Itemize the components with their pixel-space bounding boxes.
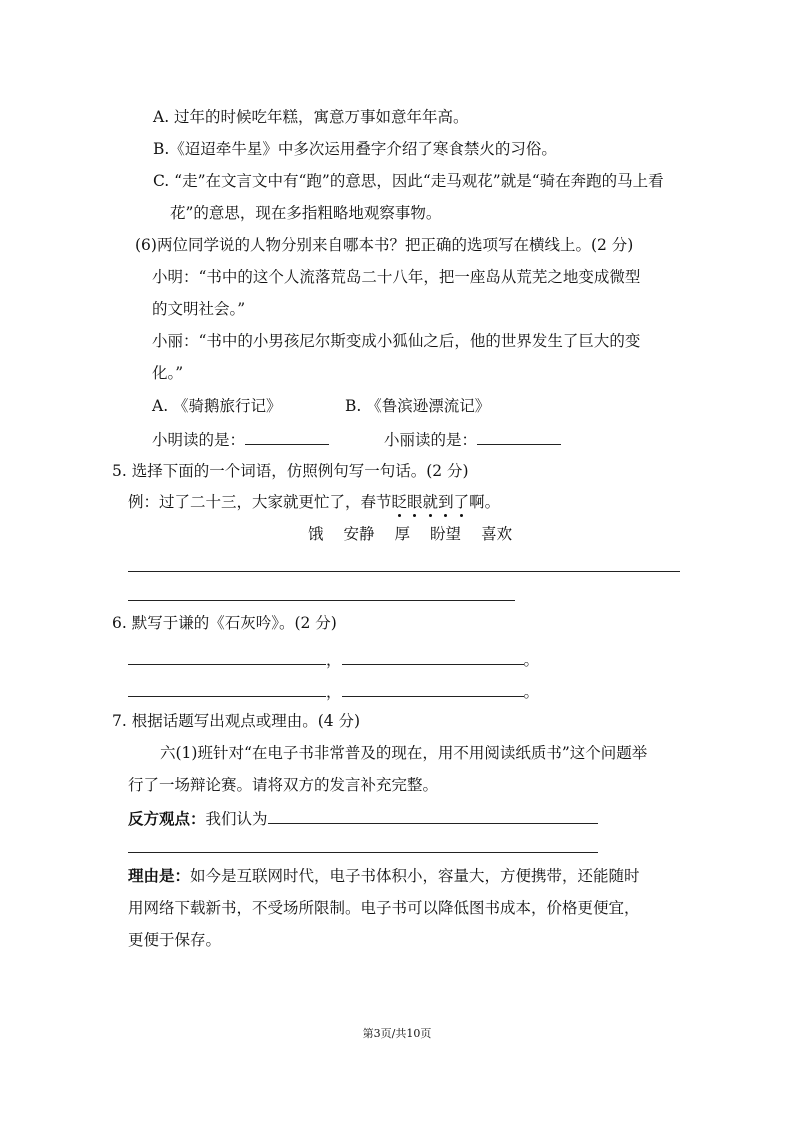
xiaoli-answer	[384, 428, 561, 450]
option-c-text-line2: 花”的意思，现在多指粗略地观察事物。	[170, 204, 442, 222]
option-c-text-line1: C. “走”在文言文中有“跑”的意思，因此“走马观花”就是“骑在奔跑的马上看	[153, 172, 664, 190]
q5-example	[128, 492, 500, 512]
period: 。	[523, 683, 540, 701]
dotted-char: 了	[453, 493, 470, 511]
opposing-view-blank[interactable]	[268, 807, 598, 824]
reason-line3: 更便于保存。	[128, 931, 222, 949]
opposing-text: 我们认为	[205, 810, 268, 828]
dotted-char: 眨	[391, 493, 408, 511]
xiaoming-quote-line1: 小明：“书中的这个人流落荒岛二十八年，把一座岛从荒芜之地变成微型	[152, 268, 641, 286]
poem-blank[interactable]	[128, 680, 326, 697]
xiaoming-answer-label: 小明读的是：	[152, 431, 246, 449]
reason-line2: 用网络下载新书，不受场所限制。电子书可以降低图书成本，价格更便宜，	[128, 899, 640, 917]
xiaoming-quote-line2: 的文明社会。”	[152, 300, 246, 318]
poem-line-row-2	[128, 680, 539, 702]
q7-stem: 7. 根据话题写出观点或理由。(4 分)	[112, 712, 361, 730]
xiaoming-answer-blank[interactable]	[245, 428, 329, 445]
q5-stem: 5. 选择下面的一个词语，仿照例句写一句话。(2 分)	[112, 462, 469, 480]
book-option-a: A. 《骑鹅旅行记》	[152, 397, 282, 415]
comma: ，	[326, 651, 342, 669]
comma: ，	[326, 683, 342, 701]
book-option-b: B. 《鲁滨逊漂流记》	[345, 397, 491, 415]
dotted-char: 眼	[407, 493, 423, 511]
word-item: 饿	[308, 525, 324, 543]
xiaoli-answer-label: 小丽读的是：	[384, 431, 478, 449]
word-bank	[308, 524, 532, 544]
option-a-text: A. 过年的时候吃年糕，寓意万事如意年年高。	[153, 108, 469, 126]
reason-text-1: 如今是互联网时代，电子书体积小，容量大，方便携带，还能随时	[190, 867, 640, 885]
xiaoli-quote-line1: 小丽：“书中的小男孩尼尔斯变成小狐仙之后，他的世界发生了巨大的变	[152, 332, 641, 350]
opposing-view-line-2[interactable]	[128, 852, 598, 853]
option-b-text: B.《迢迢牵牛星》中多次运用叠字介绍了寒食禁火的习俗。	[153, 140, 557, 158]
example-text-post: 啊。	[469, 493, 501, 511]
poem-blank[interactable]	[128, 648, 326, 665]
page-number: 第3页/共10页	[362, 1027, 432, 1040]
period: 。	[523, 651, 540, 669]
q7-intro-line1: 六(1)班针对“在电子书非常普及的现在，用不用阅读纸质书”这个问题举	[160, 744, 648, 762]
q5-answer-line-1[interactable]	[128, 571, 680, 572]
xiaoming-answer	[152, 428, 329, 450]
dotted-char: 就	[422, 493, 439, 511]
word-item: 喜欢	[481, 525, 513, 543]
dotted-char: 到	[438, 493, 454, 511]
q6-stem: 6. 默写于谦的《石灰吟》。(2 分)	[112, 614, 337, 632]
opposing-label: 反方观点：	[128, 809, 206, 828]
word-item: 厚	[394, 525, 411, 543]
q4-6-stem: (6)两位同学说的人物分别来自哪本书？把正确的选项写在横线上。(2 分)	[135, 236, 634, 254]
q7-intro-line2: 行了一场辩论赛。请将双方的发言补充完整。	[128, 776, 439, 794]
word-item: 安静	[343, 525, 375, 543]
q5-answer-line-2[interactable]	[128, 600, 515, 601]
xiaoli-quote-line2: 化。”	[152, 364, 184, 382]
xiaoli-answer-blank[interactable]	[477, 428, 561, 445]
poem-line-row-1	[128, 648, 539, 670]
reason-line1	[128, 866, 640, 886]
opposing-view	[128, 807, 598, 829]
word-item: 盼望	[430, 525, 462, 543]
example-text-pre: 例：过了二十三，大家就更忙了，春节	[128, 493, 392, 511]
poem-blank[interactable]	[342, 648, 524, 665]
reason-label: 理由是：	[128, 866, 191, 885]
poem-blank[interactable]	[342, 680, 524, 697]
